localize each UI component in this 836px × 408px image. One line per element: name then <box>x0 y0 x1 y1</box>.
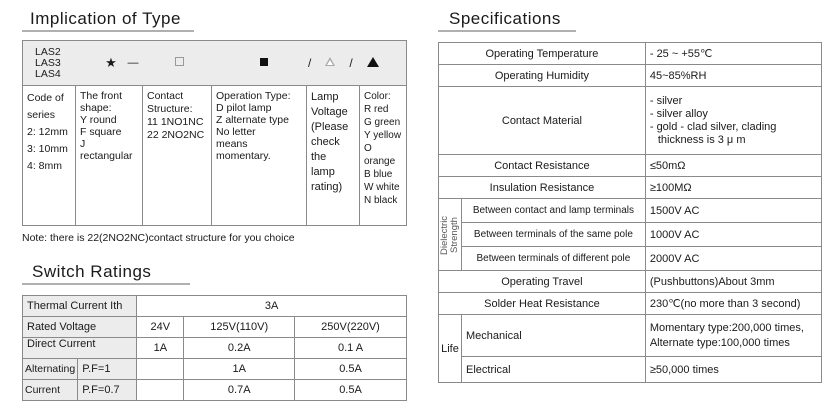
pf07-value-125v: 0.7A <box>184 380 295 401</box>
lamp-voltage-cell: Lamp Voltage (Please check the lamp rating) <box>307 86 360 226</box>
model-las2: LAS2 <box>35 45 61 58</box>
mechanical-value: Momentary type:200,000 times, Alternate type:100,000 times <box>645 315 821 357</box>
dielectric-row-value: 1500V AC <box>645 199 821 223</box>
star-icon: ★ <box>105 55 117 70</box>
model-las3: LAS3 <box>35 56 61 69</box>
blank-cell <box>137 359 184 380</box>
alternating-label: Alternating <box>23 359 78 380</box>
ratings-title: Switch Ratings <box>32 262 152 281</box>
implication-title: Implication of Type <box>30 9 181 28</box>
open-square-icon <box>175 57 184 69</box>
electrical-value: ≥50,000 times <box>645 357 821 383</box>
dielectric-row-label: Between terminals of different pole <box>462 247 646 271</box>
specs-title: Specifications <box>449 9 561 28</box>
implication-table <box>22 40 407 226</box>
mechanical-label: Mechanical <box>462 315 646 357</box>
color-cell: Color: R red G green Y yellow O orange B blue W white N black <box>360 86 407 226</box>
voltage-250v: 250V(220V) <box>295 317 407 338</box>
blank-cell <box>137 380 184 401</box>
life-label: Life <box>439 315 462 383</box>
contact-resistance-label: Contact Resistance <box>439 155 646 177</box>
dc-value-24v: 1A <box>137 338 184 359</box>
specs-title-underline <box>438 30 576 32</box>
open-triangle-icon <box>325 57 335 69</box>
model-row <box>23 41 407 86</box>
dash-icon: — <box>127 57 139 69</box>
model-list <box>35 47 79 80</box>
pf1-value-250v: 0.5A <box>295 359 407 380</box>
pf07-value-250v: 0.5A <box>295 380 407 401</box>
operation-type-cell: Operation Type: D pilot lamp Z alternate type No letter means momentary. <box>212 86 307 226</box>
dielectric-row-label: Between contact and lamp terminals <box>462 199 646 223</box>
implication-title-underline <box>22 30 194 32</box>
dielectric-row-value: 2000V AC <box>645 247 821 271</box>
voltage-24v: 24V <box>137 317 184 338</box>
specs-table <box>438 42 822 383</box>
dielectric-strength-label: Dielectric Strength <box>439 199 462 271</box>
ratings-table <box>22 295 407 401</box>
thermal-current-value: 3A <box>137 296 407 317</box>
op-temp-value: - 25 ~ +55℃ <box>645 43 821 65</box>
current-label: Current <box>23 380 78 401</box>
op-humidity-value: 45~85%RH <box>645 65 821 87</box>
insulation-resistance-value: ≥100MΩ <box>645 177 821 199</box>
model-las4: LAS4 <box>35 67 61 80</box>
ratings-title-underline <box>22 283 190 285</box>
thermal-current-label: Thermal Current Ith <box>23 296 137 317</box>
op-temp-label: Operating Temperature <box>439 43 646 65</box>
contact-structure-cell: Contact Structure: 11 1NO1NC 22 2NO2NC <box>143 86 212 226</box>
dc-value-250v: 0.1 A <box>295 338 407 359</box>
contact-material-label: Contact Material <box>439 87 646 155</box>
pf1-value-125v: 1A <box>184 359 295 380</box>
contact-resistance-value: ≤50mΩ <box>645 155 821 177</box>
pf1-label: P.F=1 <box>78 359 137 380</box>
operating-travel-label: Operating Travel <box>439 271 646 293</box>
solder-heat-value: 230℃(no more than 3 second) <box>645 293 821 315</box>
slash-icon: / <box>308 56 312 70</box>
front-shape-cell: The front shape: Y round F square J rectangular <box>76 86 143 226</box>
solder-heat-label: Solder Heat Resistance <box>439 293 646 315</box>
operating-travel-value: (Pushbuttons)About 3mm <box>645 271 821 293</box>
dielectric-row-label: Between terminals of the same pole <box>462 223 646 247</box>
pf07-label: P.F=0.7 <box>78 380 137 401</box>
structure-note: Note: there is 22(2NO2NC)contact structure for you choice <box>22 232 295 244</box>
op-humidity-label: Operating Humidity <box>439 65 646 87</box>
filled-square-icon <box>260 57 268 69</box>
rated-voltage-label: Rated Voltage <box>23 317 137 338</box>
contact-material-value: - silver - silver alloy - gold - clad silver, clading thickness is 3 μ m <box>645 87 821 155</box>
dielectric-row-value: 1000V AC <box>645 223 821 247</box>
filled-triangle-icon <box>367 57 379 70</box>
dc-value-125v: 0.2A <box>184 338 295 359</box>
insulation-resistance-label: Insulation Resistance <box>439 177 646 199</box>
code-of-series-cell: Code of series 2: 12mm 3: 10mm 4: 8mm <box>23 86 76 226</box>
electrical-label: Electrical <box>462 357 646 383</box>
slash-icon: / <box>349 56 353 70</box>
voltage-125v: 125V(110V) <box>184 317 295 338</box>
direct-current-label: Direct Current <box>23 338 137 359</box>
